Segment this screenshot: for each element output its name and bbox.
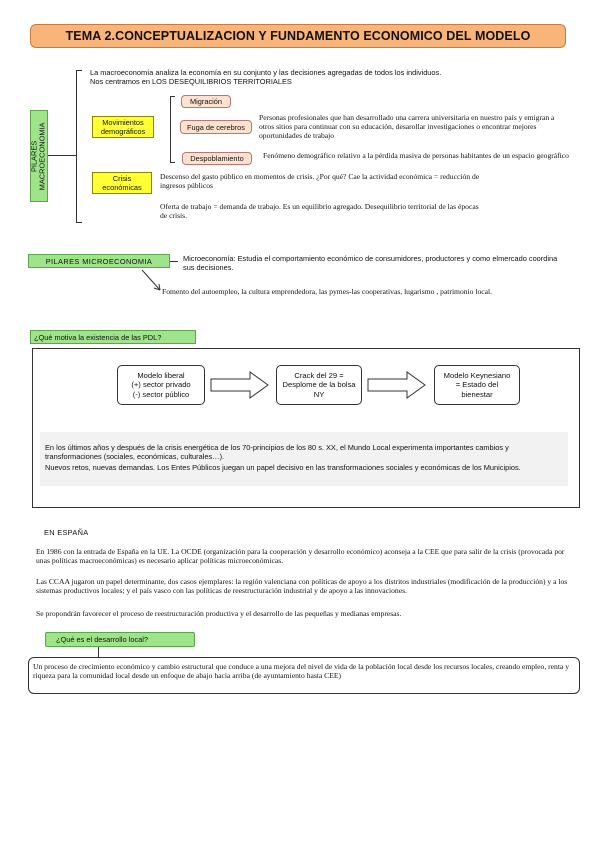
fuga-cerebros-tag: Fuga de cerebros (180, 120, 252, 134)
arrow-2 (367, 371, 427, 399)
crack-29-text: Crack del 29 = Desplome de la bolsa NY (282, 371, 356, 399)
fuga-cerebros-description: Personas profesionales que han desarrollado una carrera universitaria en nuestro país y emigran a otros sitios para continuar con su educación, desarollar investigaciones o encontrar mejores oportunidades de trabajo (259, 113, 555, 140)
model-keynesiano-text: Modelo Keynesiano = Estado del bienestar (443, 371, 511, 399)
macro-brace-mid (48, 155, 76, 156)
micro-arrow (140, 268, 164, 294)
movimientos-demograficos-label: Movimientos demográficos (92, 116, 154, 138)
pdl-question-label: ¿Qué motiva la existencia de las PDL? (30, 330, 196, 344)
micro-connector (170, 261, 178, 262)
model-keynesiano-box (434, 365, 520, 405)
micro-description: Microeconomía: Estudia el comportamiento económico de consumidores, productores y como elmercado coordina sus decisiones. (183, 254, 558, 272)
pdl-note-1: En los últimos años y después de la crisis energética de los 70-principios de los 80 s. XX, el Mundo Local experimenta importantes cambios y transformaciones (sociales, económicas, culturales…). (45, 443, 509, 461)
espana-paragraph-2: Las CCAA jugaron un papel determinante, dos casos ejemplares: la región valenciana con políticas de apoyo a los distritos industriales (modificación de la producción) y a los sistemas productivos locales; y el país vasco con las políticas de reestructuración industrial y de apoyo a las innovaciones. (36, 577, 568, 595)
macro-brace-top (76, 70, 82, 71)
desarrollo-local-definition: Un proceso de crecimiento económico y cambio estructural que conduce a una mejora del nivel de vida de la población local desde los recursos locales, creando empleo, renta y riqueza para la comunidad local desde un enfoque de abajo hacia arriba (de ayuntamiento hasta CEE) (33, 662, 569, 680)
macro-brace-vertical (76, 70, 77, 222)
micro-pillar-label: PILARES MICROECONOMIA (28, 254, 170, 268)
crisis-description-1: Descenso del gasto público en momentos de crisis. ¿Por qué? Cae la actividad económica = reducción de ingresos públicos (160, 172, 480, 190)
migracion-tag: Migración (181, 95, 231, 108)
movimientos-brace-vertical (170, 96, 171, 162)
model-liberal-text: Modelo liberal (+) sector privado (-) sector público (131, 371, 191, 399)
desarrollo-local-definition-box (28, 657, 580, 694)
macro-pillar-label (30, 110, 48, 202)
espana-paragraph-3: Se propondrán favorecer el proceso de reestructuración productiva y el desarrollo de las pequeñas y medianas empresas. (36, 609, 402, 618)
despoblamiento-description: Fenómeno demográfico relativo a la pérdida masiva de personas habitantes de un espacio geográfico (263, 151, 569, 160)
model-liberal-box (117, 365, 205, 405)
macro-intro-line2: Nos centramos en LOS DESEQUILIBRIOS TERRITORIALES (90, 77, 292, 86)
macro-intro-line1: La macroeconomía analiza la economía en su conjunto y las decisiones agregadas de todos los individuos. (90, 68, 442, 77)
micro-fomento: Fomento del autoempleo, la cultura emprendedora, las pymes-las cooperativas, lugarismo , patrimonio local. (162, 287, 493, 296)
movimientos-brace-bottom (170, 162, 175, 163)
page-title: TEMA 2.CONCEPTUALIZACION Y FUNDAMENTO ECONOMICO DEL MODELO (30, 24, 566, 48)
desarrollo-local-connector (98, 647, 99, 657)
arrow-1 (210, 371, 270, 399)
macro-brace-bottom (76, 222, 82, 223)
movimientos-brace-top (170, 96, 175, 97)
crack-29-box (276, 365, 362, 405)
macro-pillar-text: PILARES MACROECONOMIA (29, 122, 47, 190)
espana-paragraph-1: En 1986 con la entrada de España en la UE. La OCDE (organización para la cooperación y desarrollo económico) aconseja a la CEE que para salir de la crisis (provocada por unas políticas macroeconómicas) es necesario aplicar políticas microeconómicas. (36, 547, 565, 565)
crisis-description-2: Oferta de trabajo = demanda de trabajo. Es un equilibrio agregado. Desequilibrio territorial de las épocas de crisis. (160, 202, 479, 220)
pdl-note-2: Nuevos retos, nuevas demandas. Los Entes Públicos juegan un papel decisivo en las transformaciones sociales y económicas de los Municipios. (45, 463, 521, 472)
crisis-economicas-label: Crisis económicas (92, 172, 152, 194)
desarrollo-local-question: ¿Qué es el desarrollo local? (45, 632, 195, 647)
espana-heading: EN ESPAÑA (44, 528, 89, 537)
despoblamiento-tag: Despoblamiento (182, 152, 252, 165)
